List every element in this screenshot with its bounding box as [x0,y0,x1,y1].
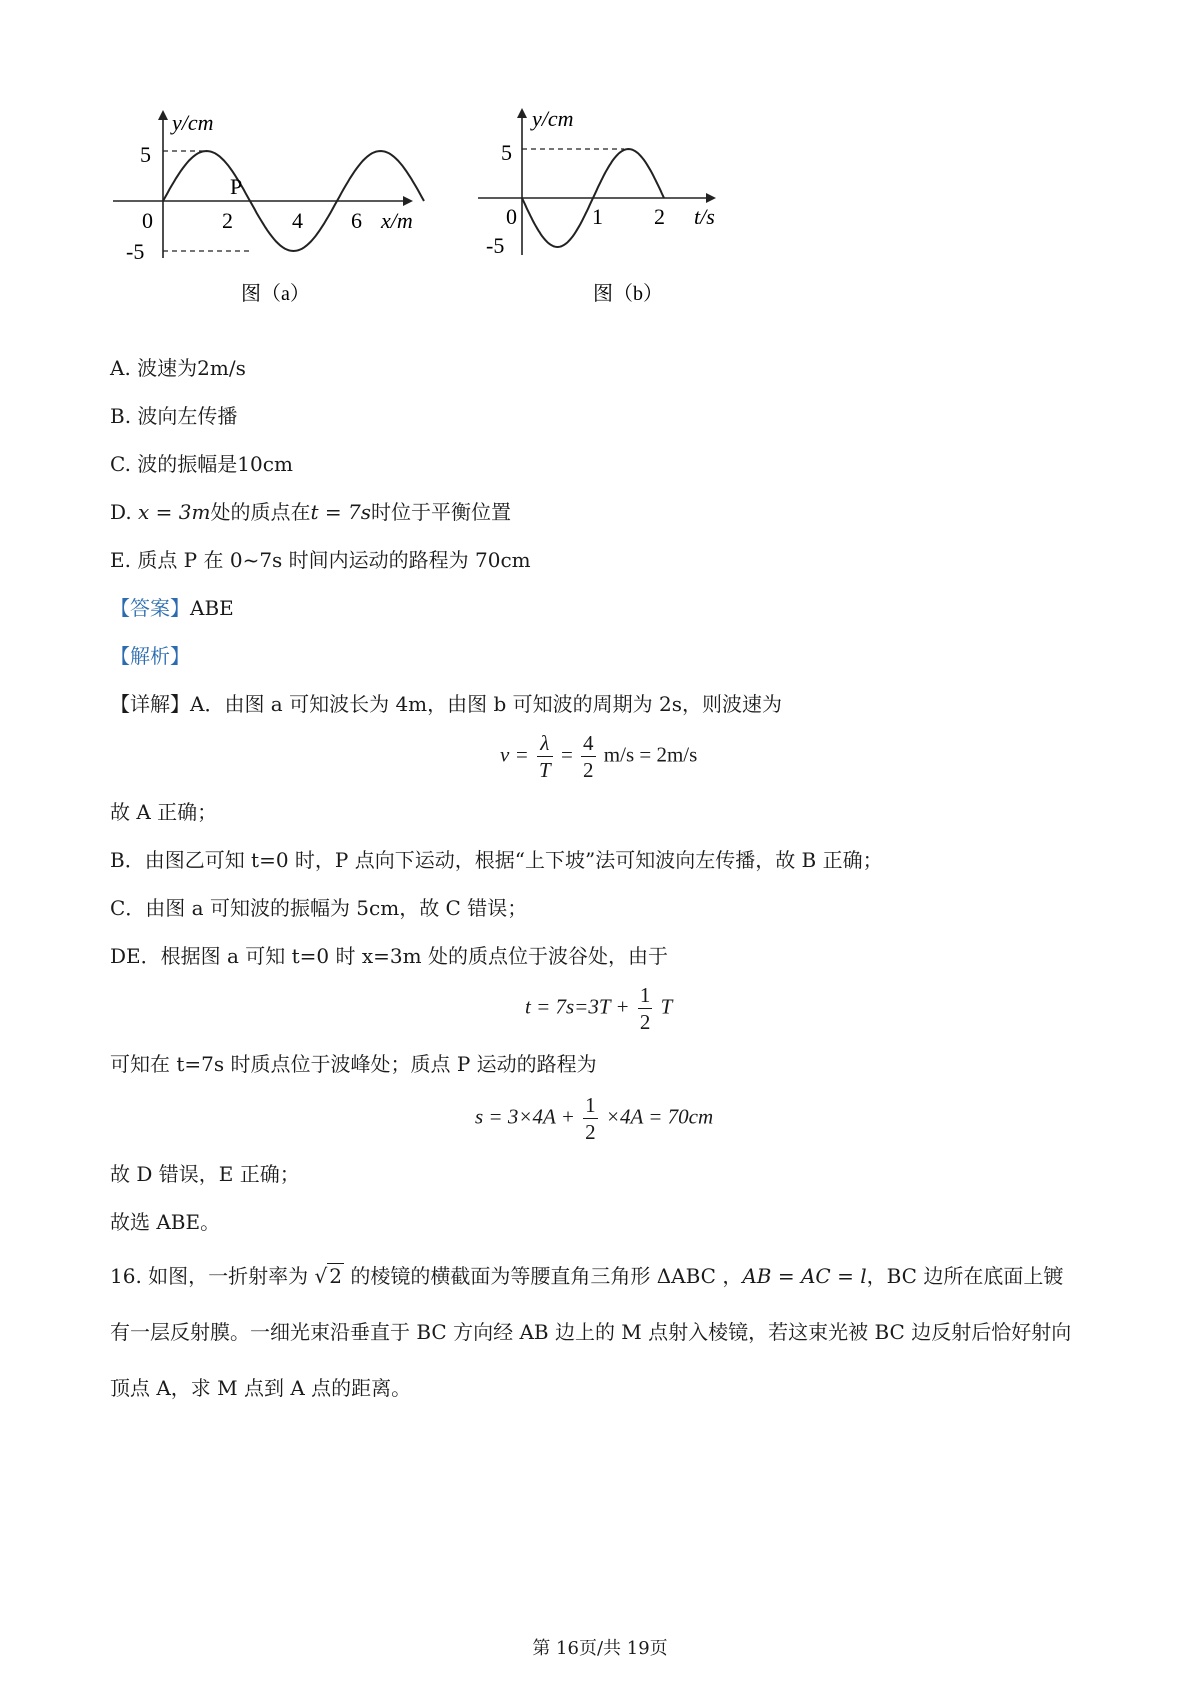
eq2-numerator: 1 [639,983,651,1007]
eq2-lhs: t = 7s=3T + [525,994,630,1019]
fig-b-x-tick-2: 2 [654,204,665,229]
fig-a-x-tick-0: 0 [142,208,153,233]
detail-b-line: B．由图乙可知 t=0 时，P 点向下运动，根据“上下坡”法可知波向左传播，故 B 正确； [110,848,883,872]
eq1-rhs: m/s = 2m/s [603,742,698,767]
page-footer: 第 16页/共 19页 [532,1638,668,1659]
eq2-rhs: T [660,994,673,1019]
detail-tag: 【详解】 [110,692,190,716]
q16-sqrt-value: 2 [329,1264,343,1288]
eq3-rhs: ×4A = 70cm [605,1104,714,1129]
figure-b [478,108,716,305]
question16-line1 [110,1262,1063,1290]
fig-a-x-tick-6: 6 [351,208,362,233]
fig-a-caption: 图（a） [241,283,310,305]
fig-a-y-arrow [158,110,168,120]
question16-line3: 顶点 A，求 M 点到 A 点的距离。 [110,1376,412,1400]
option-a: A. 波速为2m/s [110,356,246,380]
detail-final: 故选 ABE。 [110,1210,221,1234]
equation-distance [475,1092,713,1145]
answer-tag: 【答案】 [110,596,190,620]
eq3-frac-1-2 [583,1092,598,1145]
eq2-frac-1-2 [638,982,653,1035]
eq3-denominator: 2 [585,1120,596,1144]
fig-a-x-tick-4: 4 [292,208,303,233]
equation-velocity [500,730,697,783]
analysis-tag: 【解析】 [110,644,190,668]
eq1-denominator-2: 2 [583,758,594,782]
eq1-denominator-t: T [539,758,551,782]
option-d [110,498,511,526]
q16-part-c: AB = AC = l [742,1264,867,1288]
figure-a [113,110,424,305]
fig-b-y-tick-neg5: -5 [486,233,505,258]
eq1-lhs: v = [500,742,529,767]
option-c: C. 波的振幅是10cm [110,452,293,476]
option-d-expr1: x = 3m [138,500,211,524]
detail-c-line: C．由图 a 可知波的振幅为 5cm，故 C 错误； [110,896,528,920]
eq2-denominator: 2 [639,1010,651,1034]
fig-a-y-label: y/cm [172,110,214,135]
detail-after-eq2: 可知在 t=7s 时质点位于波峰处；质点 P 运动的路程为 [110,1052,597,1076]
fig-b-y-arrow [517,108,527,118]
fig-b-y-label: y/cm [532,108,574,131]
option-d-mid: 处的质点在 [210,500,311,524]
equation-time [525,982,672,1035]
eq3-numerator: 1 [585,1093,596,1117]
eq1-numerator-4: 4 [583,731,594,755]
fig-a-x-label: x/m [381,208,413,233]
fig-b-y-tick-5: 5 [501,140,512,165]
option-b: B. 波向左传播 [110,404,238,428]
fig-b-x-tick-1: 1 [592,204,603,229]
fig-a-x-arrow [403,196,413,206]
detail-a-text: A．由图 a 可知波长为 4m，由图 b 可知波的周期为 2s，则波速为 [190,692,782,716]
detail-de-conclusion: 故 D 错误，E 正确； [110,1162,300,1186]
q16-sqrt: √ 2 [314,1264,343,1288]
figures-svg [108,108,808,348]
answer-value: ABE [190,596,234,620]
wave-figures [108,108,808,348]
fig-b-caption: 图（b） [593,283,663,305]
eq3-lhs: s = 3×4A + [475,1104,575,1129]
fig-a-point-p: P [230,174,243,199]
fig-a-y-tick-neg5: -5 [126,239,145,264]
detail-de-line: DE．根据图 a 可知 t=0 时 x=3m 处的质点位于波谷处，由于 [110,944,668,968]
fig-b-x-tick-0: 0 [506,204,517,229]
eq1-mid: = [560,742,573,767]
q16-part-d: ，BC 边所在底面上镀 [866,1264,1064,1288]
eq1-numerator-lambda: λ [540,731,550,755]
question16-line2: 有一层反射膜。一细光束沿垂直于 BC 方向经 AB 边上的 M 点射入棱镜，若这束光被 BC 边反射后恰好射向 [110,1320,1072,1344]
fig-a-y-tick-5: 5 [140,142,151,167]
fig-b-x-label: t/s [694,204,715,229]
eq1-frac-lambda-t [537,730,553,783]
eq1-frac-4-2 [581,730,596,783]
fig-a-x-tick-2: 2 [222,208,233,233]
fig-b-x-arrow [706,193,716,203]
option-d-suffix: 时位于平衡位置 [371,500,511,524]
detail-a-conclusion: 故 A 正确； [110,800,218,824]
option-e: E. 质点 P 在 0~7s 时间内运动的路程为 70cm [110,548,531,572]
answer-line [110,594,234,622]
q16-part-a: 16. 如图，一折射率为 [110,1264,309,1288]
option-d-expr2: t = 7s [310,500,371,524]
option-d-prefix: D. [110,500,139,524]
analysis-line [110,642,190,670]
q16-part-b: 的棱镜的横截面为等腰直角三角形 ΔABC ， [350,1264,743,1288]
detail-a-line [110,690,782,718]
